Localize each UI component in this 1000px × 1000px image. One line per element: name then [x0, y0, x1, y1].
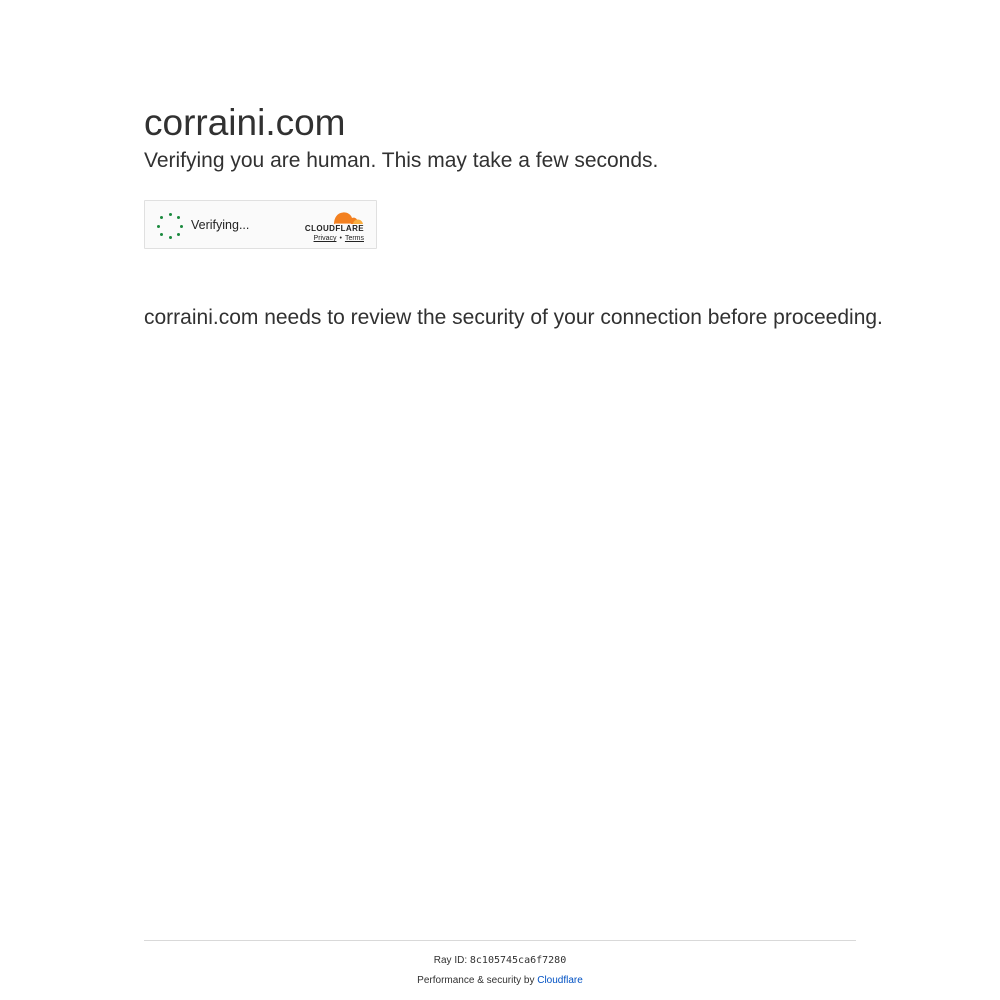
page-title: corraini.com	[144, 102, 346, 143]
performance-line	[144, 974, 856, 987]
link-separator: •	[339, 235, 342, 242]
ray-id-value: 8c105745ca6f7280	[469, 955, 567, 966]
terms-link[interactable]: Terms	[344, 235, 364, 242]
ray-id-label: Ray ID:	[433, 955, 468, 966]
cloudflare-wordmark: CLOUDFLARE	[304, 224, 364, 233]
privacy-link[interactable]: Privacy	[313, 235, 337, 242]
cloudflare-link[interactable]: Cloudflare	[537, 975, 583, 986]
performance-text: Performance & security by	[417, 975, 535, 986]
footer	[144, 940, 856, 987]
cloudflare-cloud-icon	[302, 209, 364, 225]
verifying-status: Verifying...	[191, 218, 250, 232]
page-subtitle: Verifying you are human. This may take a few seconds.	[144, 149, 659, 172]
security-message: corraini.com needs to review the security of your connection before proceeding.	[144, 306, 883, 329]
ray-id-line	[144, 954, 856, 967]
challenge-widget[interactable]	[144, 200, 377, 249]
cloudflare-logo	[302, 209, 364, 233]
spinner-icon	[157, 213, 183, 239]
widget-links	[314, 234, 364, 243]
